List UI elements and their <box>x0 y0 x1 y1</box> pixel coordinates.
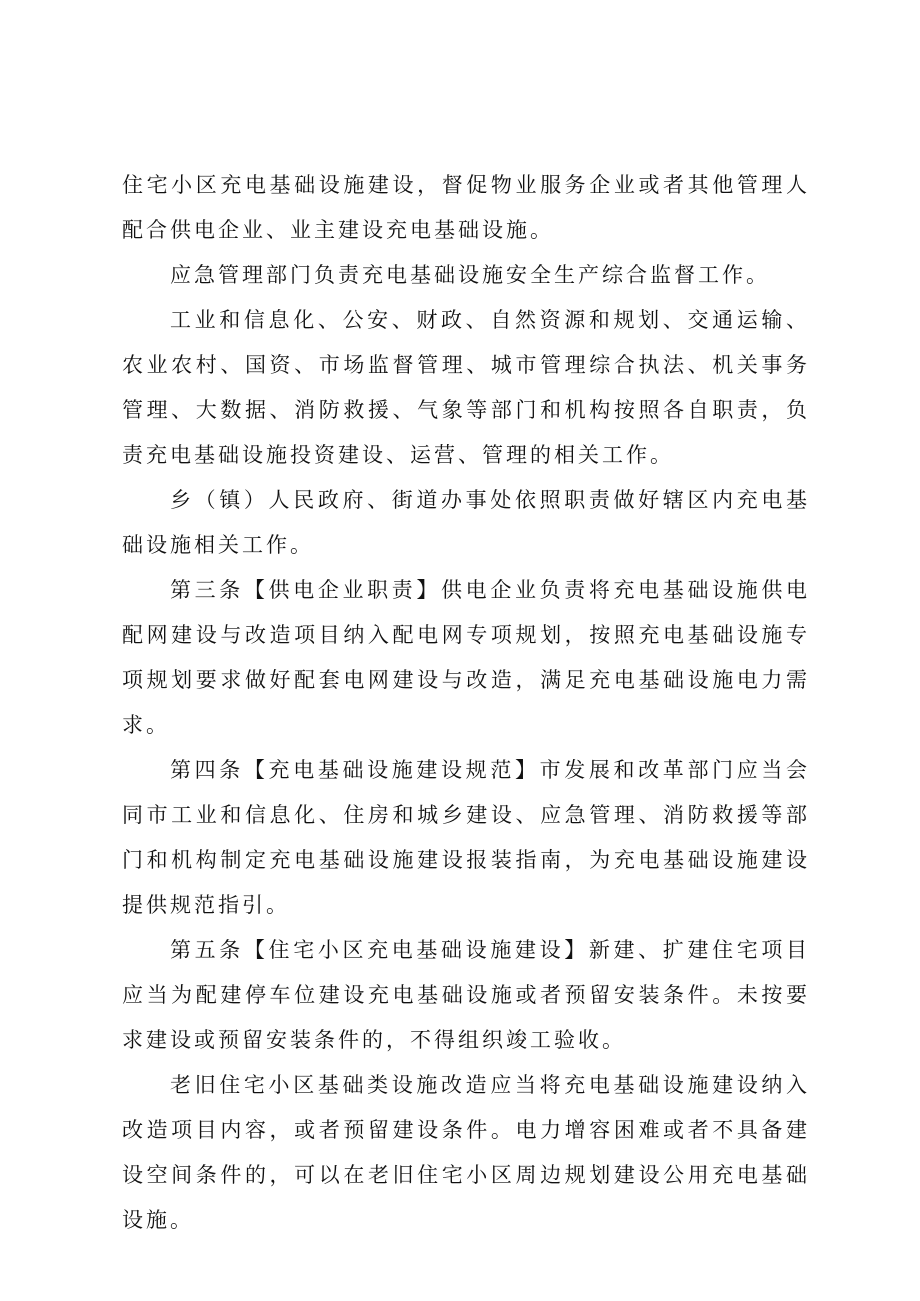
paragraph-old-residential-renovation: 老旧住宅小区基础类设施改造应当将充电基础设施建设纳入改造项目内容，或者预留建设条件。电力增容困难或者不具备建设空间条件的，可以在老旧住宅小区周边规划建设公用充电基础设施。 <box>122 1073 810 1232</box>
article-4-construction-standards: 第四条【充电基础设施建设规范】市发展和改革部门应当会同市工业和信息化、住房和城乡建设、应急管理、消防救援等部门和机构制定充电基础设施建设报装指南，为充电基础设施建设提供规范指引。 <box>122 758 810 917</box>
article-5-residential-construction: 第五条【住宅小区充电基础设施建设】新建、扩建住宅项目应当为配建停车位建设充电基础设施或者预留安装条件。未按要求建设或预留安装条件的，不得组织竣工验收。 <box>122 938 810 1052</box>
paragraph-township-duties: 乡（镇）人民政府、街道办事处依照职责做好辖区内充电基础设施相关工作。 <box>122 488 810 557</box>
paragraph-departments-duties: 工业和信息化、公安、财政、自然资源和规划、交通运输、农业农村、国资、市场监督管理、城市管理综合执法、机关事务管理、大数据、消防救援、气象等部门和机构按照各自职责，负责充电基础设施投资建设、运营、管理的相关工作。 <box>122 308 810 467</box>
document-body <box>122 163 810 1243</box>
paragraph-continuation: 住宅小区充电基础设施建设，督促物业服务企业或者其他管理人配合供电企业、业主建设充电基础设施。 <box>122 173 810 242</box>
article-3-power-supply: 第三条【供电企业职责】供电企业负责将充电基础设施供电配网建设与改造项目纳入配电网专项规划，按照充电基础设施专项规划要求做好配套电网建设与改造，满足充电基础设施电力需求。 <box>122 578 810 737</box>
paragraph-emergency-management: 应急管理部门负责充电基础设施安全生产综合监督工作。 <box>170 263 770 287</box>
